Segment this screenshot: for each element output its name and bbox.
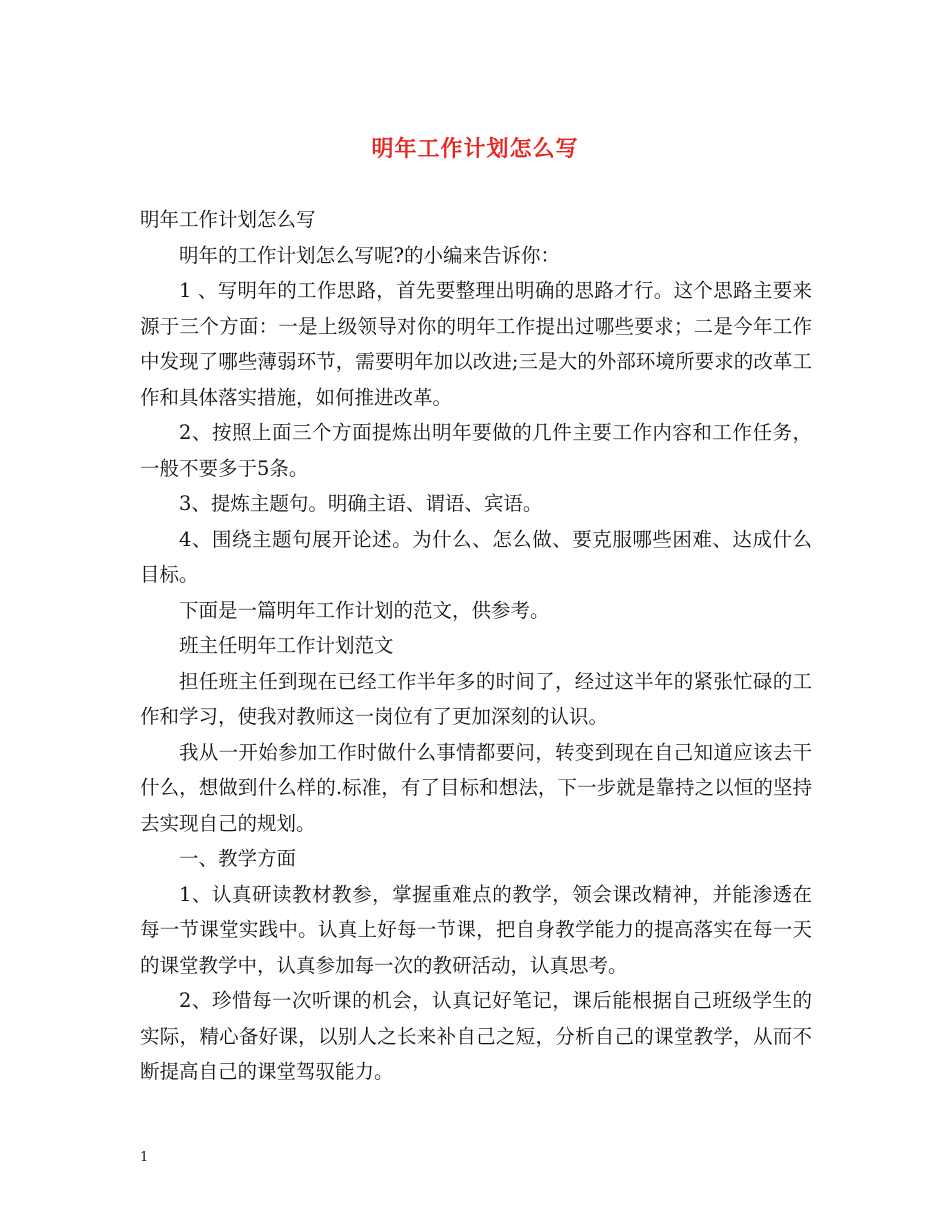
paragraph-point-4: 4、围绕主题句展开论述。为什么、怎么做、要克服哪些困难、达成什么目标。 (140, 527, 812, 586)
document-body (140, 202, 812, 1090)
document-title: 明年工作计划怎么写 (371, 136, 579, 162)
paragraph-intro: 明年的工作计划怎么写呢?的小编来告诉你： (179, 243, 560, 267)
paragraph-point-2: 2、按照上面三个方面提炼出明年要做的几件主要工作内容和工作任务，一般不要多于5条。 (140, 421, 812, 480)
paragraph-teaching-1: 1、认真研读教材教参，掌握重难点的教学，领会课改精神，并能渗透在每一节课堂实践中。认真上好每一节课，把自身教学能力的提高落实在每一天的课堂教学中，认真参加每一次的教研活动，认真思考。 (140, 882, 812, 977)
paragraph-teaching-2: 2、珍惜每一次听课的机会，认真记好笔记，课后能根据自己班级学生的实际，精心备好课，以别人之长来补自己之短，分析自己的课堂教学，从而不断提高自己的课堂驾驭能力。 (140, 989, 812, 1083)
paragraph-sample-1: 担任班主任到现在已经工作半年多的时间了，经过这半年的紧张忙碌的工作和学习，使我对教师这一岗位有了更加深刻的认识。 (140, 669, 812, 728)
paragraph-sample-title: 班主任明年工作计划范文 (179, 634, 394, 657)
page-number: 1 (140, 1150, 149, 1165)
paragraph-point-3: 3、提炼主题句。明确主语、谓语、宾语。 (179, 492, 543, 515)
paragraph-section-teaching: 一、教学方面 (179, 847, 297, 870)
paragraph-heading: 明年工作计划怎么写 (140, 208, 316, 231)
paragraph-sample-2: 我从一开始参加工作时做什么事情都要问，转变到现在自己知道应该去干什么，想做到什么样的.标准，有了目标和想法，下一步就是靠持之以恒的坚持去实现自己的规划。 (140, 740, 812, 835)
paragraph-sample-intro: 下面是一篇明年工作计划的范文，供参考。 (179, 598, 550, 622)
paragraph-point-1: 1 、写明年的工作思路，首先要整理出明确的思路才行。这个思路主要来源于三个方面：一是上级领导对你的明年工作提出过哪些要求；二是今年工作中发现了哪些薄弱环节，需要明年加以改进;三是大的外部环境所要求的改革工作和具体落实措施，如何推进改革。 (140, 279, 812, 409)
